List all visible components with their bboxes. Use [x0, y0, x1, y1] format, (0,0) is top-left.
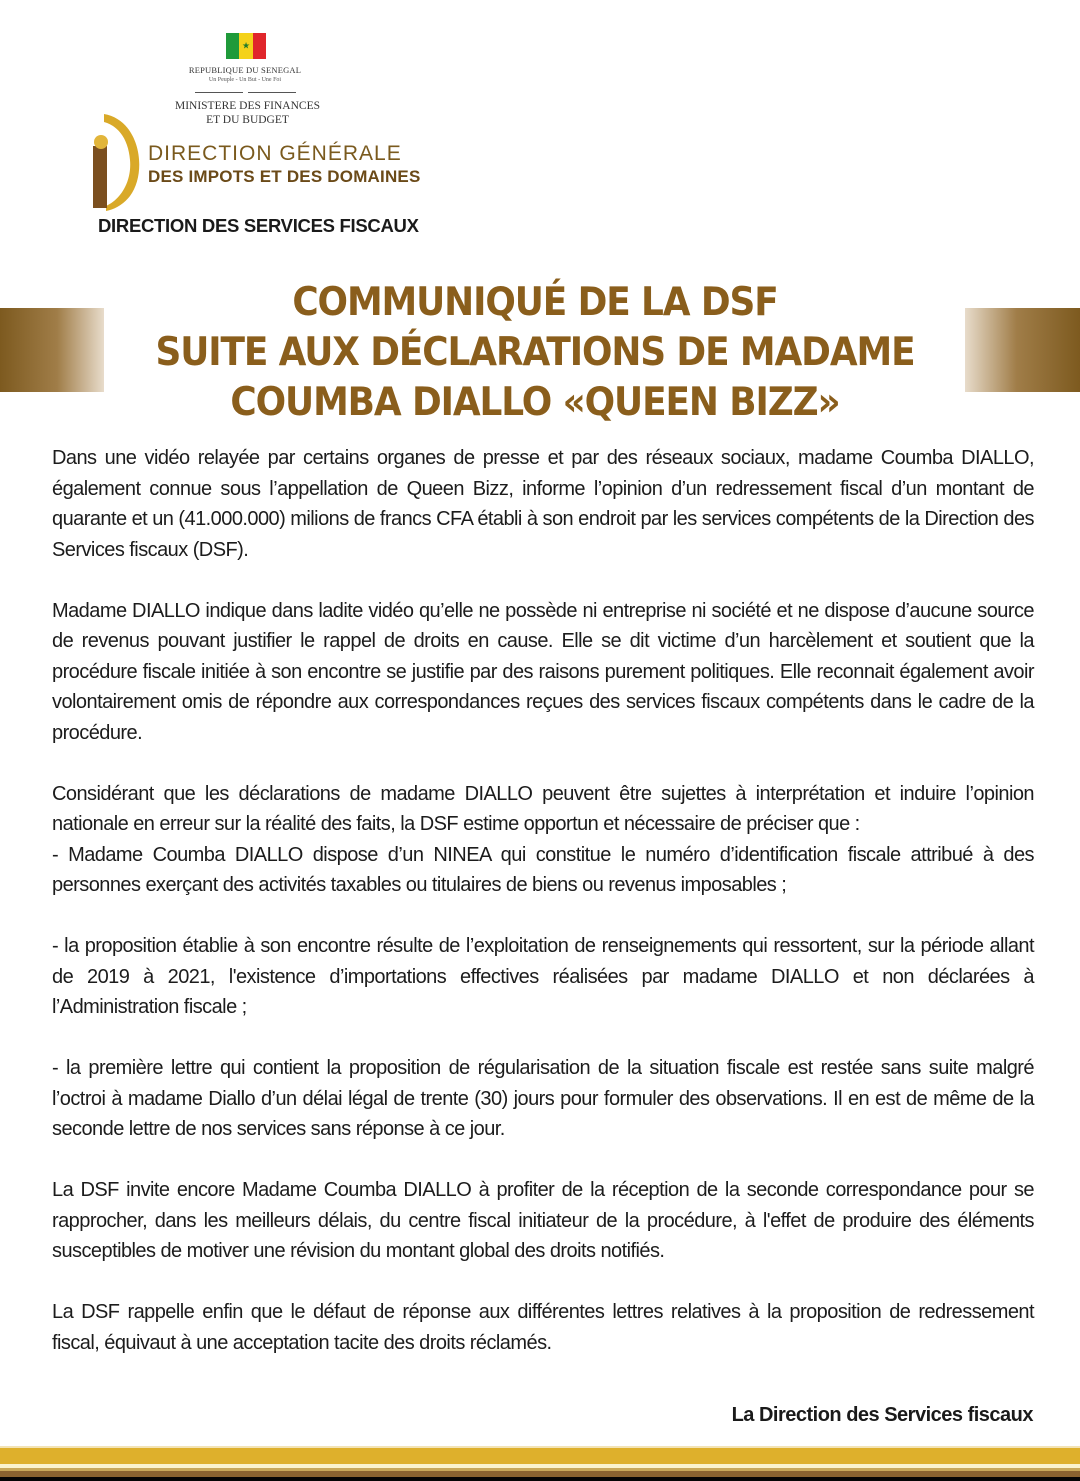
- bullet-item: - Madame Coumba DIALLO dispose d’un NINEA qui constitue le numéro d’identification fiscale attribué à des personnes exerçant des activités taxables ou titulaires de biens ou revenus imposables ;: [52, 843, 1034, 896]
- footer-bands: [0, 1446, 1080, 1481]
- senegal-flag-icon: [226, 33, 266, 59]
- decorative-band-left: [0, 308, 104, 392]
- ministry-label: MINISTERE DES FINANCES ET DU BUDGET: [174, 100, 321, 126]
- dgid-title-line1: DIRECTION GÉNÉRALE: [148, 142, 402, 165]
- motto-label: Un Peuple - Un But - Une Foi: [208, 77, 282, 83]
- paragraph: Madame DIALLO indique dans ladite vidéo qu’elle ne possède ni entreprise ni société et ne dispose d’aucune source de revenus pouvant justifier le rappel de droits en cause. Elle se dit victime d’un harcèlement et soutient que la procédure fiscale initiée à son encontre se justifie par des raisons purement politiques. Elle reconnait également avoir volontairement omis de répondre aux correspondances reçues des services fiscaux compétents dans le cadre de la procédure.: [52, 599, 1034, 744]
- decorative-band-right: [965, 308, 1080, 392]
- page-title: COMMUNIQUÉ DE LA DSF SUITE AUX DÉCLARATIONS DE MADAME COUMBA DIALLO «QUEEN BIZZ»: [155, 280, 915, 425]
- paragraph: Considérant que les déclarations de madame DIALLO peuvent être sujettes à interprétation et induire l’opinion nationale en erreur sur la réalité des faits, la DSF estime opportun et nécessaire de préciser que :: [52, 782, 1034, 835]
- dgid-title-line2: DES IMPOTS ET DES DOMAINES: [148, 167, 421, 186]
- dgid-logo-icon: [90, 112, 146, 212]
- republic-label: REPUBLIQUE DU SENEGAL: [188, 65, 302, 75]
- divider: [248, 92, 296, 93]
- department-label: DIRECTION DES SERVICES FISCAUX: [98, 215, 419, 236]
- signature: La Direction des Services fiscaux: [731, 1404, 1033, 1426]
- paragraph: La DSF invite encore Madame Coumba DIALLO à profiter de la réception de la seconde correspondance pour se rapprocher, dans les meilleurs délais, du centre fiscal initiateur de la procédure, à l'effet de produire des éléments susceptibles de motiver une révision du montant global des droits notifiés.: [52, 1179, 1034, 1262]
- communique-body: [52, 443, 1034, 1389]
- star-icon: [239, 33, 252, 59]
- divider: [195, 92, 243, 93]
- paragraph: Dans une vidéo relayée par certains organes de presse et par des réseaux sociaux, madame Coumba DIALLO, également connue sous l’appellation de Queen Bizz, informe l’opinion d’un redressement fiscal d’un montant de quarante et un (41.000.000) milions de francs CFA établi à son endroit par les services compétents de la Direction des Services fiscaux (DSF).: [52, 447, 1034, 561]
- paragraph: La DSF rappelle enfin que le défaut de réponse aux différentes lettres relatives à la proposition de redressement fiscal, équivaut à une acceptation tacite des droits réclamés.: [52, 1301, 1034, 1354]
- letterhead: [0, 0, 1080, 250]
- bullet-item: - la première lettre qui contient la proposition de régularisation de la situation fiscale est restée sans suite malgré l’octroi à madame Diallo d’un délai légal de trente (30) jours pour formuler des observations. Il en est de même de la seconde lettre de nos services sans réponse à ce jour.: [52, 1057, 1034, 1140]
- bullet-item: - la proposition établie à son encontre résulte de l’exploitation de renseignements qui ressortent, sur la période allant de 2019 à 2021, l'existence d’importations effectives réalisées par madame DIALLO et non déclarées à l’Administration fiscale ;: [52, 935, 1034, 1018]
